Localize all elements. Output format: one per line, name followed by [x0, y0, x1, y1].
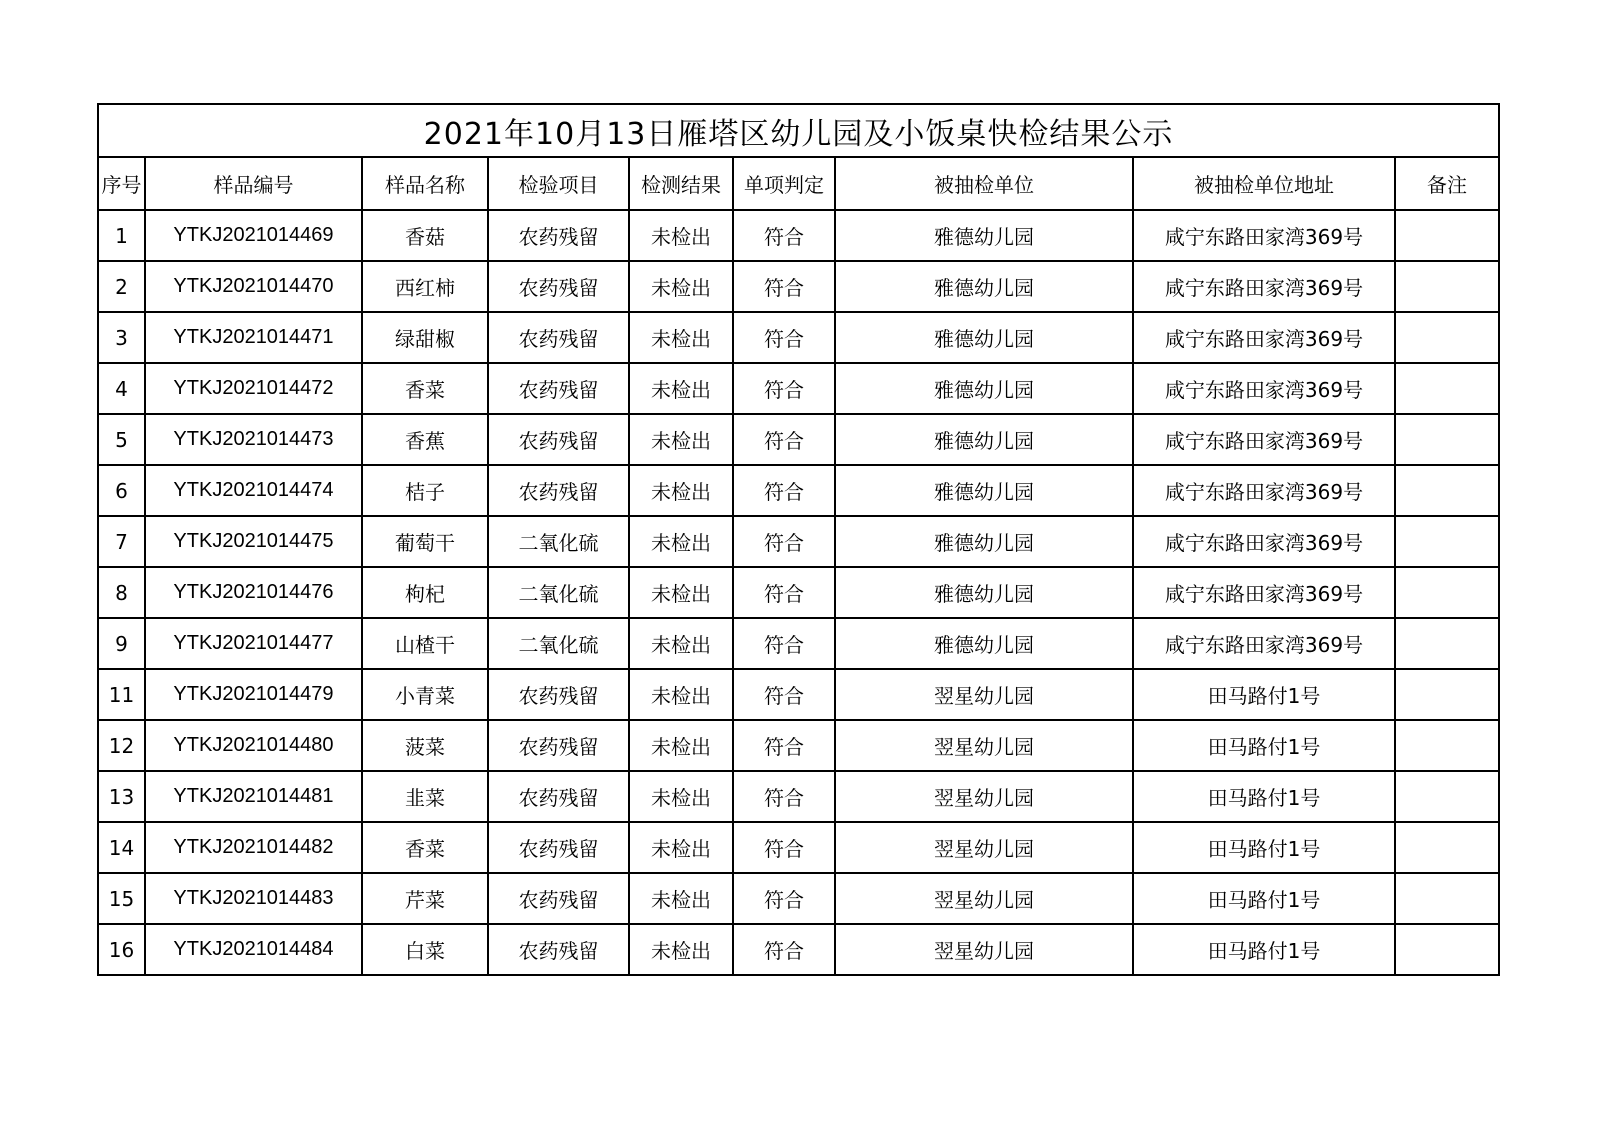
cell-unit-address: 咸宁东路田家湾369号	[1133, 516, 1395, 567]
cell-sampled-unit: 翌星幼儿园	[835, 924, 1133, 975]
cell-remarks	[1395, 312, 1499, 363]
header-sample-name: 样品名称	[362, 157, 488, 210]
table-row	[98, 924, 1499, 975]
table-row	[98, 873, 1499, 924]
cell-test-item: 农药残留	[488, 363, 629, 414]
cell-test-item: 农药残留	[488, 465, 629, 516]
cell-sample-code: YTKJ2021014472	[145, 363, 362, 414]
cell-unit-address: 田马路付1号	[1133, 873, 1395, 924]
cell-sample-name: 香菇	[362, 210, 488, 261]
cell-sample-code: YTKJ2021014480	[145, 720, 362, 771]
cell-test-item: 农药残留	[488, 669, 629, 720]
cell-unit-address: 咸宁东路田家湾369号	[1133, 618, 1395, 669]
cell-seq: 9	[98, 618, 145, 669]
cell-seq: 3	[98, 312, 145, 363]
cell-sample-name: 葡萄干	[362, 516, 488, 567]
cell-test-result: 未检出	[629, 873, 733, 924]
cell-sample-name: 枸杞	[362, 567, 488, 618]
cell-sample-name: 香蕉	[362, 414, 488, 465]
cell-test-result: 未检出	[629, 210, 733, 261]
cell-sampled-unit: 雅德幼儿园	[835, 261, 1133, 312]
cell-test-item: 农药残留	[488, 924, 629, 975]
cell-sampled-unit: 翌星幼儿园	[835, 873, 1133, 924]
cell-seq: 12	[98, 720, 145, 771]
cell-judgement: 符合	[733, 312, 835, 363]
cell-test-result: 未检出	[629, 363, 733, 414]
cell-sample-name: 韭菜	[362, 771, 488, 822]
cell-seq: 2	[98, 261, 145, 312]
cell-sampled-unit: 雅德幼儿园	[835, 465, 1133, 516]
cell-seq: 6	[98, 465, 145, 516]
header-remarks: 备注	[1395, 157, 1499, 210]
cell-test-item: 农药残留	[488, 261, 629, 312]
cell-judgement: 符合	[733, 465, 835, 516]
cell-sampled-unit: 雅德幼儿园	[835, 618, 1133, 669]
cell-seq: 13	[98, 771, 145, 822]
cell-unit-address: 田马路付1号	[1133, 771, 1395, 822]
cell-sample-code: YTKJ2021014482	[145, 822, 362, 873]
result-table	[97, 103, 1500, 976]
cell-sample-code: YTKJ2021014481	[145, 771, 362, 822]
cell-test-item: 农药残留	[488, 822, 629, 873]
cell-sample-name: 小青菜	[362, 669, 488, 720]
cell-seq: 11	[98, 669, 145, 720]
cell-seq: 16	[98, 924, 145, 975]
cell-judgement: 符合	[733, 261, 835, 312]
cell-seq: 7	[98, 516, 145, 567]
header-judgement: 单项判定	[733, 157, 835, 210]
table-row	[98, 771, 1499, 822]
header-row	[98, 157, 1499, 210]
page-title: 2021年10月13日雁塔区幼儿园及小饭桌快检结果公示	[98, 104, 1499, 157]
cell-seq: 8	[98, 567, 145, 618]
title-row	[98, 104, 1499, 157]
cell-sampled-unit: 翌星幼儿园	[835, 822, 1133, 873]
cell-sample-name: 菠菜	[362, 720, 488, 771]
cell-sample-code: YTKJ2021014484	[145, 924, 362, 975]
table-row	[98, 822, 1499, 873]
cell-sampled-unit: 雅德幼儿园	[835, 567, 1133, 618]
cell-sampled-unit: 翌星幼儿园	[835, 720, 1133, 771]
cell-test-result: 未检出	[629, 261, 733, 312]
table-row	[98, 210, 1499, 261]
header-test-result: 检测结果	[629, 157, 733, 210]
cell-unit-address: 田马路付1号	[1133, 924, 1395, 975]
table-row	[98, 516, 1499, 567]
cell-sampled-unit: 翌星幼儿园	[835, 669, 1133, 720]
cell-sample-name: 山楂干	[362, 618, 488, 669]
cell-sampled-unit: 雅德幼儿园	[835, 312, 1133, 363]
cell-test-item: 农药残留	[488, 720, 629, 771]
cell-judgement: 符合	[733, 873, 835, 924]
cell-sample-code: YTKJ2021014477	[145, 618, 362, 669]
table-row	[98, 414, 1499, 465]
cell-remarks	[1395, 567, 1499, 618]
cell-judgement: 符合	[733, 210, 835, 261]
cell-unit-address: 咸宁东路田家湾369号	[1133, 261, 1395, 312]
cell-sample-name: 香菜	[362, 822, 488, 873]
header-sampled-unit: 被抽检单位	[835, 157, 1133, 210]
cell-seq: 1	[98, 210, 145, 261]
cell-test-result: 未检出	[629, 771, 733, 822]
cell-test-result: 未检出	[629, 618, 733, 669]
cell-sampled-unit: 雅德幼儿园	[835, 414, 1133, 465]
cell-unit-address: 咸宁东路田家湾369号	[1133, 312, 1395, 363]
table-row	[98, 465, 1499, 516]
cell-judgement: 符合	[733, 516, 835, 567]
cell-test-result: 未检出	[629, 924, 733, 975]
cell-sample-name: 白菜	[362, 924, 488, 975]
cell-remarks	[1395, 414, 1499, 465]
cell-sampled-unit: 翌星幼儿园	[835, 771, 1133, 822]
cell-remarks	[1395, 924, 1499, 975]
cell-seq: 14	[98, 822, 145, 873]
cell-sampled-unit: 雅德幼儿园	[835, 516, 1133, 567]
table-row	[98, 261, 1499, 312]
cell-sample-code: YTKJ2021014475	[145, 516, 362, 567]
cell-judgement: 符合	[733, 771, 835, 822]
cell-test-result: 未检出	[629, 822, 733, 873]
cell-test-result: 未检出	[629, 567, 733, 618]
cell-sample-name: 桔子	[362, 465, 488, 516]
cell-judgement: 符合	[733, 567, 835, 618]
table-row	[98, 720, 1499, 771]
table-row	[98, 312, 1499, 363]
cell-unit-address: 田马路付1号	[1133, 720, 1395, 771]
cell-seq: 15	[98, 873, 145, 924]
cell-sample-code: YTKJ2021014470	[145, 261, 362, 312]
cell-sample-code: YTKJ2021014474	[145, 465, 362, 516]
cell-test-item: 农药残留	[488, 873, 629, 924]
header-test-item: 检验项目	[488, 157, 629, 210]
cell-sampled-unit: 雅德幼儿园	[835, 363, 1133, 414]
cell-sample-code: YTKJ2021014479	[145, 669, 362, 720]
cell-test-item: 农药残留	[488, 414, 629, 465]
cell-remarks	[1395, 822, 1499, 873]
cell-remarks	[1395, 516, 1499, 567]
header-unit-address: 被抽检单位地址	[1133, 157, 1395, 210]
cell-judgement: 符合	[733, 720, 835, 771]
cell-remarks	[1395, 465, 1499, 516]
cell-test-result: 未检出	[629, 720, 733, 771]
cell-remarks	[1395, 210, 1499, 261]
cell-judgement: 符合	[733, 363, 835, 414]
cell-test-item: 二氧化硫	[488, 567, 629, 618]
cell-sample-code: YTKJ2021014469	[145, 210, 362, 261]
cell-sample-name: 绿甜椒	[362, 312, 488, 363]
cell-unit-address: 咸宁东路田家湾369号	[1133, 567, 1395, 618]
cell-judgement: 符合	[733, 414, 835, 465]
cell-sampled-unit: 雅德幼儿园	[835, 210, 1133, 261]
table-row	[98, 618, 1499, 669]
cell-remarks	[1395, 363, 1499, 414]
cell-remarks	[1395, 618, 1499, 669]
header-sample-code: 样品编号	[145, 157, 362, 210]
cell-remarks	[1395, 669, 1499, 720]
cell-judgement: 符合	[733, 618, 835, 669]
cell-remarks	[1395, 720, 1499, 771]
cell-test-result: 未检出	[629, 669, 733, 720]
cell-unit-address: 咸宁东路田家湾369号	[1133, 414, 1395, 465]
cell-test-item: 农药残留	[488, 771, 629, 822]
cell-test-item: 二氧化硫	[488, 516, 629, 567]
cell-judgement: 符合	[733, 669, 835, 720]
cell-judgement: 符合	[733, 924, 835, 975]
cell-sample-name: 西红柿	[362, 261, 488, 312]
cell-unit-address: 咸宁东路田家湾369号	[1133, 465, 1395, 516]
cell-test-result: 未检出	[629, 516, 733, 567]
header-seq: 序号	[98, 157, 145, 210]
cell-unit-address: 咸宁东路田家湾369号	[1133, 363, 1395, 414]
cell-sample-name: 香菜	[362, 363, 488, 414]
cell-seq: 4	[98, 363, 145, 414]
cell-sample-code: YTKJ2021014473	[145, 414, 362, 465]
cell-sample-code: YTKJ2021014471	[145, 312, 362, 363]
cell-test-result: 未检出	[629, 414, 733, 465]
cell-sample-name: 芹菜	[362, 873, 488, 924]
cell-unit-address: 田马路付1号	[1133, 669, 1395, 720]
table-row	[98, 669, 1499, 720]
cell-test-item: 二氧化硫	[488, 618, 629, 669]
cell-seq: 5	[98, 414, 145, 465]
cell-test-result: 未检出	[629, 465, 733, 516]
cell-test-item: 农药残留	[488, 312, 629, 363]
cell-test-result: 未检出	[629, 312, 733, 363]
cell-unit-address: 田马路付1号	[1133, 822, 1395, 873]
cell-remarks	[1395, 261, 1499, 312]
cell-test-item: 农药残留	[488, 210, 629, 261]
table-row	[98, 567, 1499, 618]
cell-sample-code: YTKJ2021014476	[145, 567, 362, 618]
cell-remarks	[1395, 873, 1499, 924]
cell-sample-code: YTKJ2021014483	[145, 873, 362, 924]
cell-unit-address: 咸宁东路田家湾369号	[1133, 210, 1395, 261]
cell-judgement: 符合	[733, 822, 835, 873]
cell-remarks	[1395, 771, 1499, 822]
table-row	[98, 363, 1499, 414]
